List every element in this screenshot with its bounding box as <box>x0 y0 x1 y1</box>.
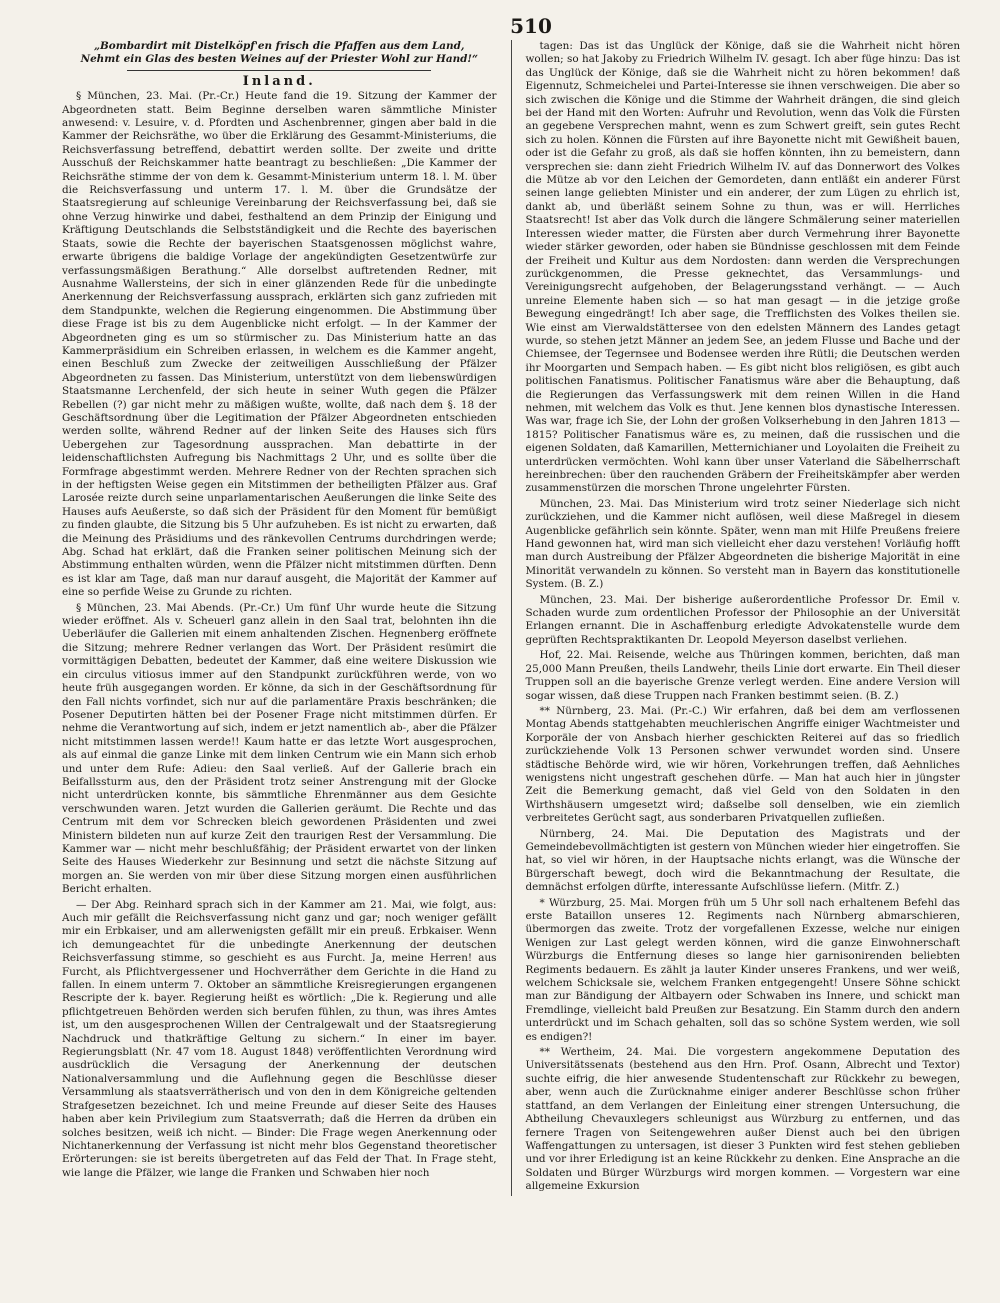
article-paragraph: tagen: Das ist das Unglück der Könige, daß sie die Wahrheit nicht hören wollen; so hat Jakoby zu Friedrich Wilhelm IV. gesagt. Ich aber füge hinzu: Das ist das Unglück der Könige, daß sie die Wahrheit nicht zu hören bekommen! daß Eigennutz, Schmeichelei und Partei-Interesse sie ihnen verschweigen. Die aber so sich zwischen die Könige und die Stimme der Wahrheit drängen, die sind gleich bei der Hand mit den Worten: Aufruhr und Revolution, wenn das Volk die Fürsten an gegebene Versprechen mahnt, wenn es zum Schwert greift, sein gutes Recht sich zu holen. Können die Fürsten auf ihre Bayonette nicht mit Gewißheit bauen, oder ist die Gefahr zu groß, als daß sie hoffen könnten, ihn zu bemeistern, dann versprechen sie: dann zieht Friedrich Wilhelm IV. auf das Donnerwort des Volkes die Mütze ab vor den Leichen der Gemordeten, dann entläßt ein anderer Fürst seinen lange geliebten Minister und ein anderer, der zum Lügen zu ehrlich ist, dankt ab, und überläßt seinem Sohne zu thun, was er will. Herrliches Staatsrecht! Ist aber das Volk durch die längere Schmälerung seiner materiellen Interessen wieder matter, die Fürsten aber durch Vermehrung ihrer Bayonette wieder stärker geworden, oder haben sie Bündnisse geschlossen mit dem Feinde der Freiheit und Kultur aus dem Nordosten: dann werden die Versprechungen zurückgenommen, die Presse geknechtet, das Versammlungs- und Vereinigungsrecht aufgehoben, der Belagerungsstand verhängt. — — Auch unreine Elemente haben sich — so hat man gesagt — in die jetzige große Bewegung eingedrängt! Ich aber sage, die Trefflichsten des Volkes theilen sie. Wie einst am Vierwaldstättersee von den edelsten Männern des Landes getagt wurde, so stehen jetzt Männer an jedem See, an jedem Flusse und Bache und der Chiemsee, der Tegernsee und Bodensee werden ihre Rütli; die Deutschen werden ihr Moorgarten und Sempach haben. — Es gibt nicht blos religiösen, es gibt auch politischen Fanatismus. Politischer Fanatismus wäre aber die Behauptung, daß die Regierungen das Verfassungswerk mit dem reinen Willen in die Hand nehmen, mit welchem das Volk es thut. Jene kennen blos dynastische Interessen. Was war, frage ich Sie, der Lohn der großen Volkserhebung in den Jahren 1813 — 1815? Politischer Fanatismus wäre es, zu meinen, daß die russischen und die eigenen Soldaten, daß Kamarillen, Metternichianer und Loyolaiten die Freiheit zu unterdrücken vermöchten. Wohl kann über unser Vaterland die Säbelherrschaft hereinbrechen: über den rauchenden Gräbern der Freiheitskämpfer aber werden zusammenstürzen die morschen Throne ungelehrter Fürsten. <box>525 40 961 495</box>
motto-line-1: „Bombardirt mit Distelköpf'en frisch die Pfaffen aus dem Land, <box>94 40 465 52</box>
article-paragraph: Nürnberg, 24. Mai. Die Deputation des Magistrats und der Gemeindebevollmächtigten ist gestern von München wieder hier eingetroffen. Sie hat, so viel wir hören, in der Hauptsache nichts erlangt, was die Wünsche der Bürgerschaft bewegt, doch wird die Bekanntmachung der Resultate, die demnächst erfolgen dürfte, interessante Aufschlüsse liefern. (Mitfr. Z.) <box>525 827 961 894</box>
article-paragraph: ** Wertheim, 24. Mai. Die vorgestern angekommene Deputation des Universitätssenats (bestehend aus den Hrn. Prof. Osann, Albrecht und Textor) suchte eifrig, die hier anwesende Studentenschaft zur Rückkehr zu bewegen, aber, wenn auch die Zurücknahme einiger anderer Beschlüsse schon früher stattfand, an dem Verlangen der Einleitung einer strengen Untersuchung, die Abtheilung Chevauxlegers schleunigst aus Würzburg zu entfernen, und das fernere Tragen von Seitengewehren außer Dienst auch bei den übrigen Waffengattungen zu untersagen, ist dieser 3 Punkten wird fest stehen geblieben und vor ihrer Erledigung ist an keine Rückkehr zu denken. Eine Ansprache an die Soldaten und Bürger Würzburgs wird morgen kommen. — Vorgestern war eine allgemeine Exkursion <box>525 1046 961 1193</box>
left-column <box>62 40 497 1196</box>
column-divider <box>511 40 512 1196</box>
right-column <box>526 40 961 1196</box>
motto-line-2: Nehmt ein Glas des besten Weines auf der Priester Wohl zur Hand!“ <box>80 53 478 66</box>
section-rule <box>127 70 431 71</box>
article-paragraph: München, 23. Mai. Der bisherige außerordentliche Professor Dr. Emil v. Schaden wurde zum ordentlichen Professor der Philosophie an der Universität Erlangen ernannt. Die in Aschaffenburg erledigte Advokatenstelle wurde dem geprüften Rechtspraktikanten Dr. Leopold Meyerson daselbst verliehen. <box>525 593 961 646</box>
article-paragraph: § München, 23. Mai. (Pr.-Cr.) Heute fand die 19. Sitzung der Kammer der Abgeordneten statt. Beim Beginne derselben waren sämmtliche Minister anwesend: v. Lesuire, v. d. Pfordten und Aschenbrenner, gingen aber bald in die Kammer der Reichsräthe, wo über die Erklärung des Gesammt-Ministeriums, die Reichsverfassung betreffend, debattirt werden sollte. Der zweite und dritte Ausschuß der Reichskammer hatte beantragt zu beschließen: „Die Kammer der Reichsräthe stimme der von dem k. Gesammt-Ministerium unterm 18. l. M. über die Reichsverfassung und unterm 17. l. M. über die Grundsätze der Staatsregierung auf schleunige Vereinbarung der Reichsverfassung bei, daß sie ohne Verzug hinwirke und dabei, festhaltend an dem Prinzip der Einigung und Kräftigung Deutschlands die Selbstständigkeit und die Rechte des bayerischen Staats, sowie die Rechte der bayerischen Staatsgenossen möglichst wahre, erwarte übrigens die baldige Vorlage der angekündigten Gesetzentwürfe zur verfassungsmäßigen Berathung.“ Alle dorselbst auftretenden Redner, mit Ausnahme Wallersteins, der sich in einer glänzenden Rede für die unbedingte Anerkennung der Reichsverfassung aussprach, erklärten sich ganz zufrieden mit dem Standpunkte, welchen die Regierung eingenommen. Die Abstimmung über diese Frage ist bis zu dem Augenblicke nicht erfolgt. — In der Kammer der Abgeordneten ging es um so stürmischer zu. Das Ministerium hatte an das Kammerpräsidium ein Schreiben erlassen, in welchem es die Kammer angeht, einen Beschluß zum Zwecke der zeitweiligen Ausschließung der Pfälzer Abgeordneten zu fassen. Das Ministerium, unterstützt von dem liebenswürdigen Staatsmanne Lerchenfeld, der sich heute in seiner Wuth gegen die Pfälzer Rebellen (?) gar nicht mehr zu mäßigen wußte, wollte, daß nach dem §. 18 der Geschäftsordnung über die Legitimation der Pfälzer Abgeordneten entschieden werden sollte, während Redner auf der linken Seite des Hauses sich fürs Uebergehen zur Tagesordnung aussprachen. Man debattirte in der leidenschaftlichsten Aufregung bis Nachmittags 2 Uhr, und es sollte über die Formfrage abgestimmt werden. Mehrere Redner von der Rechten sprachen sich in der heftigsten Weise gegen ein Mitstimmen der betheiligten Pfälzer aus. Graf Larosée reizte durch seine unparlamentarischen Aeußerungen die linke Seite des Hauses aufs Aeußerste, so daß sich der Präsident für den Moment für bemüßigt zu finden glaubte, die Sitzung bis 5 Uhr aufzuheben. Es ist nicht zu erwarten, daß die Meinung des Präsidiums und des ränkevollen Centrums durchdringen werde; Abg. Schad hat erklärt, daß die Franken seiner politischen Meinung sich der Abstimmung enthalten würden, wenn die Pfälzer nicht mitstimmen dürften. Denn es ist klar am Tage, daß man nur darauf ausgeht, die Majorität der Kammer auf eine so perfide Weise zu Grunde zu richten. <box>62 90 497 599</box>
columns <box>62 40 960 1196</box>
article-paragraph: ** Nürnberg, 23. Mai. (Pr.-C.) Wir erfahren, daß bei dem am verflossenen Montag Abends stattgehabten meuchlerischen Angriffe einiger Wachtmeister und Korporäle der von Ansbach hierher geschickten Reiterei auf das so friedlich zurückziehende Volk 13 Personen schwer verwundet worden sind. Unsere städtische Behörde wird, wie wir hören, Vorkehrungen treffen, daß Aehnliches wenigstens nicht ungestraft geschehen dürfe. — Man hat auch hier in jüngster Zeit die Bemerkung gemacht, daß viel Geld von den Soldaten in den Wirthshäusern umgesetzt wird; daßselbe soll denselben, wie ein ziemlich verbreitetes Gerücht sagt, aus sonderbaren Privatquellen zufließen. <box>525 704 961 825</box>
article-paragraph: Hof, 22. Mai. Reisende, welche aus Thüringen kommen, berichten, daß man 25,000 Mann Preußen, theils Landwehr, theils Linie dort erwarte. Ein Theil dieser Truppen soll an die bayerische Grenze verlegt werden. Eine andere Version will sogar wissen, daß diese Truppen nach Franken bestimmt seien. (B. Z.) <box>525 649 961 702</box>
article-paragraph: § München, 23. Mai Abends. (Pr.-Cr.) Um fünf Uhr wurde heute die Sitzung wieder eröffnet. Als v. Scheuerl ganz allein in den Saal trat, belohnten ihn die Ueberläufer die Gallerien mit einem anhaltenden Zischen. Hegnenberg eröffnete die Sitzung; mehrere Redner verlangen das Wort. Der Präsident resümirt die vormittägigen Debatten, bedeutet der Kammer, daß eine weitere Diskussion wie ein circulus vitiosus immer auf den Standpunkt zurückführen werde, von wo heute früh ausgegangen worden. Er könne, da sich in der Geschäftsordnung für den Fall nichts vorfindet, sich nur auf die parlamentäre Praxis beschränken; die Posener Deputirten hätten bei der Posener Frage nicht mitstimmen dürfen. Er nehme die Verantwortung auf sich, indem er jetzt namentlich ab-, aber die Pfälzer nicht mitstimmen lassen werde!! Kaum hatte er das letzte Wort ausgesprochen, als auf einmal die ganze Linke mit dem linken Centrum wie ein Mann sich erhob und unter dem Rufe: Adieu: den Saal verließ. Auf der Gallerie brach ein Beifallssturm aus, den der Präsident trotz seiner Anstrengung mit der Glocke nicht unterdrücken konnte, bis sämmtliche Ehrenmänner aus dem Gesichte verschwunden waren. Jetzt wurden die Gallerien geräumt. Die Rechte und das Centrum mit dem vor Schrecken bleich gewordenen Präsidenten und zwei Ministern bildeten nun auf kurze Zeit den traurigen Rest der Versammlung. Die Kammer war — nicht mehr beschlußfähig; der Präsident erwartet von der linken Seite des Hauses Wiederkehr zur Besinnung und setzt die nächste Sitzung auf morgen an. Sie werden von mir über diese Sitzung morgen einen ausführlichen Bericht erhalten. <box>62 601 497 896</box>
page-number: 510 <box>510 14 552 38</box>
section-title: Inland. <box>242 73 316 89</box>
motto <box>62 40 497 67</box>
article-paragraph: München, 23. Mai. Das Ministerium wird trotz seiner Niederlage sich nicht zurückziehen, und die Kammer nicht auflösen, weil diese Maßregel in diesem Augenblicke gefährlich sein könnte. Später, wenn man mit Hilfe Preußens freiere Hand gewonnen hat, wird man sich vielleicht eher dazu verstehen! Vorläufig hofft man durch Austreibung der Pfälzer Abgeordneten die bisherige Majorität in eine Minorität verwandeln zu können. So versteht man in Bayern das konstitutionelle System. (B. Z.) <box>525 497 961 591</box>
article-paragraph: * Würzburg, 25. Mai. Morgen früh um 5 Uhr soll nach erhaltenem Befehl das erste Bataillon unseres 12. Regiments nach Nürnberg abmarschieren, übermorgen das zweite. Trotz der vorgefallenen Exzesse, welche nur einigen Wenigen zur Last gelegt werden können, wird die ganze Einwohnerschaft Würzburgs die Entfernung dieses so lange hier garnisonirenden beliebten Regiments bedauern. Es zählt ja lauter Kinder unseres Frankens, und wer weiß, welchem Schicksale sie, welchem Franken entgegengeht! Unsere Söhne schickt man zur Bändigung der Altbayern oder Schwaben ins Innere, und schickt man Fremdlinge, vielleicht bald Preußen zur Besatzung. Ein Stamm durch den andern unterdrückt und im Schach gehalten, soll das so schöne System werden, wie soll es endigen?! <box>525 896 961 1043</box>
article-paragraph: — Der Abg. Reinhard sprach sich in der Kammer am 21. Mai, wie folgt, aus: Auch mir gefällt die Reichsverfassung nicht ganz und gar; noch weniger gefällt mir ein Erbkaiser, und am allerwenigsten gefällt mir ein preuß. Erbkaiser. Wenn ich demungeachtet für die unbedingte Anerkennung der deutschen Reichsverfassung stimme, so geschieht es aus Furcht. Ja, meine Herren! aus Furcht, als Pflichtvergessener und Hochverräther dem Gerichte in die Hand zu fallen. In einem unterm 7. Oktober an sämmtliche Kreisregierungen ergangenen Rescripte der k. bayer. Regierung heißt es wörtlich: „Die k. Regierung und alle pflichtgetreuen Behörden werden sich berufen fühlen, zu thun, was ihres Amtes ist, um den ausgesprochenen Willen der Centralgewalt und der Staatsregierung Nachdruck und thatkräftige Geltung zu sichern.“ In einer im bayer. Regierungsblatt (Nr. 47 vom 18. August 1848) veröffentlichten Verordnung wird ausdrücklich die Versagung der Anerkennung der deutschen Nationalversammlung und die Auflehnung gegen die Beschlüsse dieser Versammlung als staatsverrätherisch und von den in dem Königreiche geltenden Strafgesetzen bezeichnet. Ich und meine Freunde auf dieser Seite des Hauses haben aber kein Privilegium zum Staatsverrath; daß die Herren da drüben ein solches besitzen, weiß ich nicht. — Binder: Die Frage wegen Anerkennung oder Nichtanerkennung der Verfassung ist nicht mehr blos Gegenstand theoretischer Erörterungen: sie ist bereits übergetreten auf das Feld der That. In Frage steht, wie lange die Pfälzer, wie lange die Franken und Schwaben hier noch <box>62 898 497 1179</box>
